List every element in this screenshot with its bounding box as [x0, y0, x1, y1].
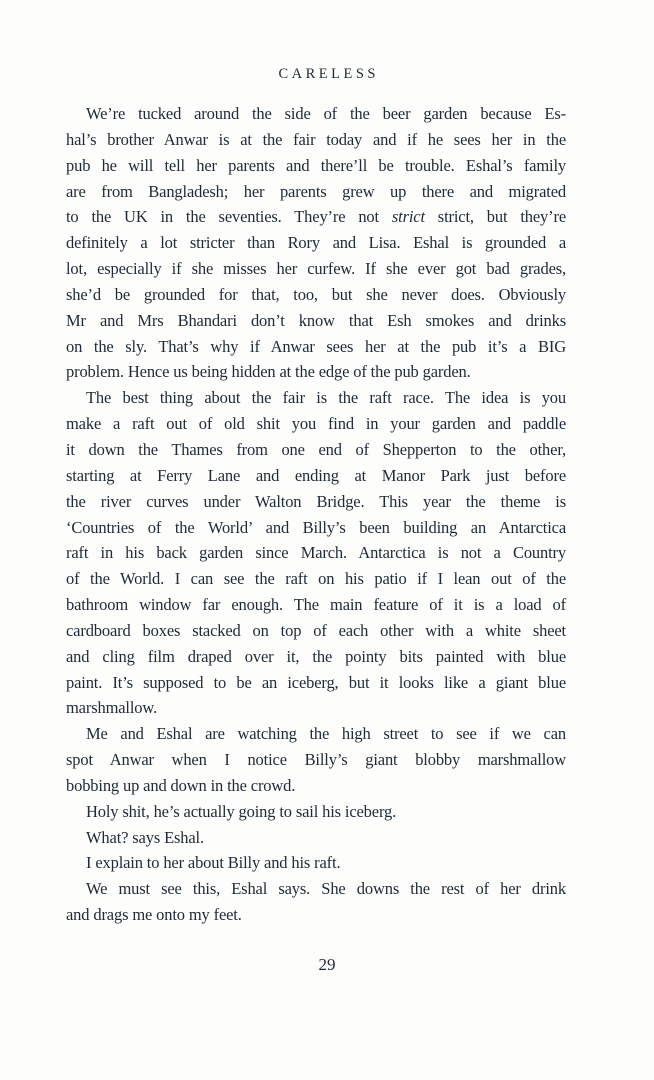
text-line: to the UK in the seventies. They’re not strict strict, but they’re: [66, 207, 566, 227]
text-line: problem. Hence us being hidden at the edge of the pub garden.: [66, 362, 471, 382]
text-line: she’d be grounded for that, too, but she never does. Obviously: [66, 284, 566, 304]
text-line: marshmallow.: [66, 698, 158, 718]
text-line: cardboard boxes stacked on top of each other with a white sheet: [66, 620, 566, 640]
text-line: We’re tucked around the side of the beer garden because Es-: [86, 104, 566, 123]
text-line: definitely a lot stricter than Rory and Lisa. Eshal is grounded a: [66, 233, 566, 253]
text-line: make a raft out of old shit you find in your garden and paddle: [66, 414, 566, 434]
text-line: starting at Ferry Lane and ending at Manor Park just before: [66, 465, 566, 485]
text-line: We must see this, Eshal says. She downs the rest of her drink: [86, 879, 566, 899]
text-line: and cling film draped over it, the pointy bits painted with blue: [66, 646, 566, 666]
text-line: of the World. I can see the raft on his patio if I lean out of the: [66, 569, 566, 589]
text-line: Holy shit, he’s actually going to sail his iceberg.: [86, 801, 397, 821]
text-line: are from Bangladesh; her parents grew up there and migrated: [66, 181, 566, 201]
text-line: lot, especially if she misses her curfew. If she ever got bad grades,: [66, 259, 566, 279]
text-line: I explain to her about Billy and his raft.: [86, 853, 341, 873]
text-line: and drags me onto my feet.: [66, 905, 242, 925]
text-line: paint. It’s supposed to be an iceberg, but it looks like a giant blue: [66, 672, 566, 692]
page-number: 29: [318, 955, 336, 974]
text-line: bobbing up and down in the crowd.: [66, 775, 296, 795]
text-line: raft in his back garden since March. Antarctica is not a Country: [66, 543, 566, 563]
running-head: CARELESS: [278, 66, 379, 82]
text-line: hal’s brother Anwar is at the fair today and if he sees her in the: [66, 129, 566, 149]
text-line: the river curves under Walton Bridge. This year the theme is: [66, 491, 566, 511]
page-text: [66, 101, 566, 928]
text-line: bathroom window far enough. The main feature of it is a load of: [66, 595, 566, 615]
text-line: it down the Thames from one end of Shepperton to the other,: [66, 439, 566, 459]
text-line: What? says Eshal.: [86, 827, 204, 847]
text-line: spot Anwar when I notice Billy’s giant blobby marshmallow: [66, 750, 566, 770]
text-line: ‘Countries of the World’ and Billy’s been building an Antarctica: [66, 517, 566, 537]
text-line: Mr and Mrs Bhandari don’t know that Esh smokes and drinks: [66, 310, 566, 330]
text-line: pub he will tell her parents and there’ll be trouble. Eshal’s family: [66, 155, 566, 175]
text-line: The best thing about the fair is the raft race. The idea is you: [86, 388, 566, 408]
text-line: on the sly. That’s why if Anwar sees her at the pub it’s a BIG: [66, 336, 566, 356]
text-line: Me and Eshal are watching the high street to see if we can: [86, 724, 566, 744]
